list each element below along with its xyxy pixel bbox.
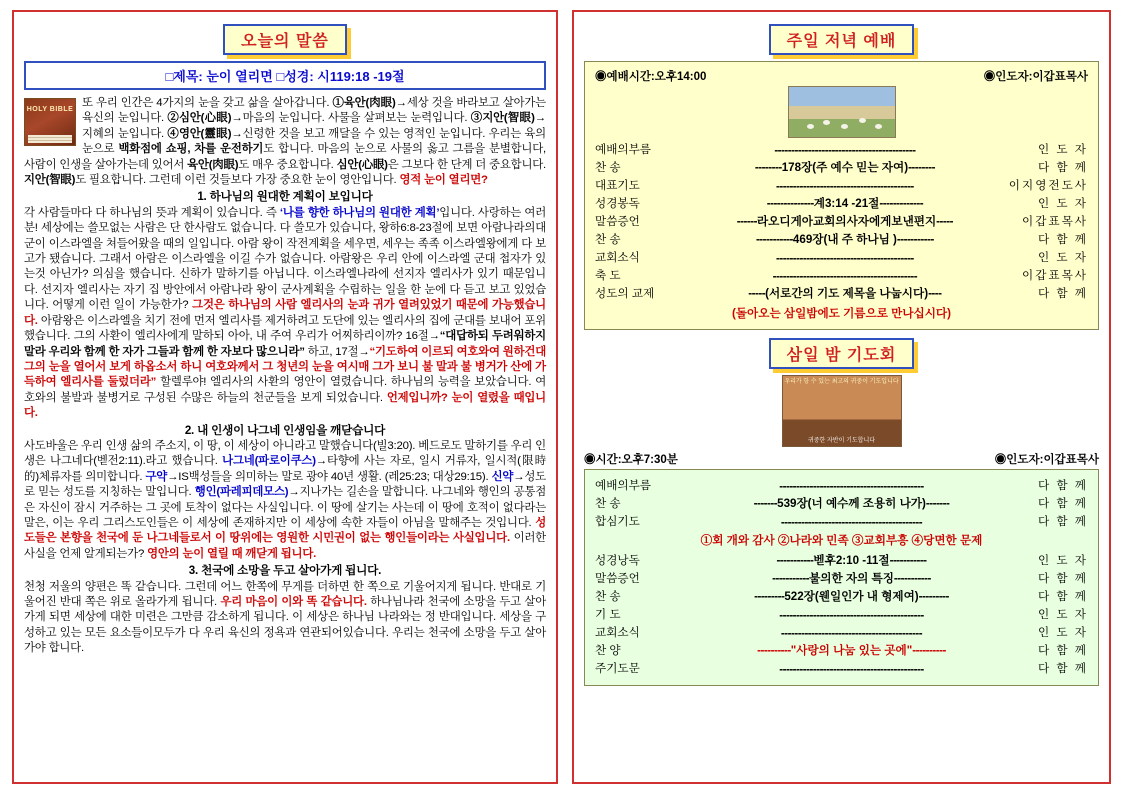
order-detail: ------------------------------------------- — [779, 480, 924, 493]
order-detail: ------------------------------------------- — [772, 270, 918, 283]
bible-pages-decor — [28, 135, 72, 143]
order-label: 찬 송 — [595, 590, 621, 603]
order-detail: --------------계3:14 -21절------------- — [766, 197, 924, 210]
order-person: 인 도 자 — [1037, 608, 1088, 621]
sermon-heading-2: 2. 내 인생이 나그네 인생임을 깨닫습니다 — [184, 423, 386, 437]
order-person: 인 도 자 — [1037, 143, 1088, 156]
wednesday-service-time: ◉시간:오후7:30분 — [584, 454, 678, 466]
order-detail: -----------불의한 자의 특징----------- — [772, 572, 931, 585]
order-detail: -----------469장(내 주 하나님 )----------- — [755, 233, 934, 246]
sunday-service-banner — [584, 24, 1099, 55]
order-label: 축 도 — [595, 269, 621, 282]
order-person: 다 함 께 — [1037, 515, 1088, 528]
order-label: 주기도문 — [595, 662, 640, 675]
table-row — [595, 512, 1088, 530]
order-label: 찬 송 — [595, 161, 621, 174]
order-label: 기 도 — [595, 608, 621, 621]
table-row — [595, 569, 1088, 587]
order-detail: ------------------------------------------- — [779, 609, 924, 622]
order-detail: ------라오디게아교회의사자에게보낸편지----- — [736, 215, 953, 228]
order-detail: ------------------------------------------ — [774, 144, 916, 157]
order-label: 찬 송 — [595, 497, 621, 510]
table-row — [595, 176, 1088, 194]
wednesday-service-meta — [584, 451, 1099, 467]
order-person: 다 함 께 — [1037, 233, 1088, 246]
table-row — [595, 284, 1088, 302]
order-detail: ----------"사랑의 나눔 있는 곳에"---------- — [757, 644, 946, 657]
right-panel-services — [572, 10, 1111, 784]
sunday-service-time: ◉예배시간:오후14:00 — [595, 71, 707, 83]
table-row — [595, 605, 1088, 623]
order-detail: ------------------------------------------ — [780, 516, 923, 529]
praying-hands-photo-caption-top: 우리가 항 수 있는 최고의 귀중이 기도입니다 — [784, 379, 899, 385]
wednesday-service-block — [584, 469, 1099, 686]
order-label: 말씀증언 — [595, 215, 640, 228]
order-person: 다 함 께 — [1037, 161, 1088, 174]
holy-bible-icon — [24, 98, 76, 146]
table-row — [595, 140, 1088, 158]
order-detail: -------539장(너 예수께 조용히 나가)------- — [753, 497, 950, 510]
sunday-order-table — [595, 140, 1088, 302]
table-row — [595, 248, 1088, 266]
order-detail: ----------------------------------------- — [776, 252, 914, 265]
sunday-service-meta — [595, 68, 1088, 84]
order-label: 교회소식 — [595, 251, 640, 264]
holy-bible-icon-label: HOLY BIBLE — [26, 106, 74, 113]
order-label: 교회소식 — [595, 626, 640, 639]
wednesday-service-title: 삼일 밤 기도회 — [769, 338, 915, 369]
sermon-paragraph-1: 또 우리 인간은 4가지의 눈을 갖고 삶을 살아갑니다. ①육안(肉眼)→세상 것을 바라보고 살아가는 육신의 눈입니다. ②심안(心眼)→마음의 눈입니다. 사물을 살펴보는 눈력입니다. ③지안(智眼)→지혜의 눈입니다. ④영안(靈眼)→신령한 것을 보고 깨달을 수 있는 영적인 눈입니다. 우리는 육의 눈으로 백화점에 쇼핑, 차를 운전하기도 합니다. 마음의 눈으로 사물의 옳고 그름을 분별합니다, 사람이 인생을 살아가는데 있어서 육안(肉眼)도 매우 중요합니다. 심안(心眼)은 그보다 한 단계 더 중요합니다. 지안(智眼)도 필요합니다. 그런데 이런 것들보다 가장 중요한 눈이 영안입니다. 영적 눈이 열리면? — [24, 97, 547, 187]
sermon-heading-3: 3. 천국에 소망을 두고 살아가게 됩니다. — [188, 564, 382, 578]
table-row — [595, 230, 1088, 248]
sermon-paragraph-4: 천청 저울의 양편은 똑 같습니다. 그런데 어느 한쪽에 무게를 더하면 한 쪽으로 기울어지게 됩니다. 반대로 기울어진 반대 쪽은 위로 올라가게 됩니다. 우리 마음이 이와 똑 같습니다. 하나님나라 천국에 소망을 두고 살아가게 되면 세상에 대한 미련은 그만큼 감소하게 됩니다. 이 세상은 하나님 나라와는 정 반대입니다. 세상을 구성하고 있는 모든 요소들이모두가 다 우리 육신의 정욕과 연관되어있습니다. 우리는 천국에 소망을 두고 살아가야 합니다. — [24, 580, 547, 655]
sermon-banner-title: 오늘의 말씀 — [223, 24, 347, 55]
order-detail: -----------벧후2:10 -11절----------- — [776, 554, 927, 567]
sermon-heading-1: 1. 하나님의 원대한 계획이 보입니다 — [197, 190, 373, 204]
sheep-decor — [807, 124, 814, 129]
order-person: 이지영전도사 — [1008, 179, 1088, 192]
sunday-service-block — [584, 61, 1099, 330]
order-person: 다 함 께 — [1037, 287, 1088, 300]
wednesday-order-table-top — [595, 476, 1088, 530]
order-label: 찬 양 — [595, 644, 621, 657]
table-row — [595, 476, 1088, 494]
order-detail: --------178장(주 예수 믿는 자여)-------- — [754, 161, 935, 174]
order-person: 인 도 자 — [1037, 197, 1088, 210]
order-label: 성경봉독 — [595, 197, 640, 210]
sermon-subject-box: □제목: 눈이 열리면 □성경: 시119:18 -19절 — [24, 61, 546, 90]
order-person: 다 함 께 — [1037, 590, 1088, 603]
order-label: 성도의 교제 — [595, 287, 655, 300]
sheep-decor — [823, 120, 830, 125]
table-row — [595, 659, 1088, 677]
order-label: 합심기도 — [595, 515, 640, 528]
order-person: 다 함 께 — [1037, 479, 1088, 492]
praying-hands-photo — [782, 375, 902, 447]
table-row — [595, 551, 1088, 569]
order-person: 인 도 자 — [1037, 626, 1088, 639]
wednesday-order-table-bottom — [595, 551, 1088, 677]
order-person: 인 도 자 — [1037, 251, 1088, 264]
order-person: 이갑표목사 — [1022, 269, 1088, 282]
order-label: 예배의부름 — [595, 143, 651, 156]
wednesday-service-leader: ◉인도자:이갑표목사 — [994, 454, 1099, 466]
order-detail: ---------522장(웬일인가 내 형제여)--------- — [754, 590, 949, 603]
order-person: 이갑표목사 — [1022, 215, 1088, 228]
order-detail: ------------------------------------------- — [779, 663, 924, 676]
sermon-body — [24, 96, 546, 657]
table-row — [595, 266, 1088, 284]
order-label: 대표기도 — [595, 179, 640, 192]
order-person: 다 함 께 — [1037, 662, 1088, 675]
table-row — [595, 158, 1088, 176]
left-panel-sermon — [12, 10, 558, 784]
order-detail: ------------------------------------------ — [780, 627, 923, 640]
sheep-decor — [841, 124, 848, 129]
sermon-paragraph-3: 사도바울은 우리 인생 삶의 주소지, 이 땅, 이 세상이 아니라고 말했습니다(빌3:20). 베드로도 말하기를 우리 인생은 나그네다(벧전2:11).라고 했습니다. 나그네(파로이쿠스)→타향에 사는 자로, 일시 거류자, 일시적(限時的)체류자를 의미합니다. 구약→IS백성들을 의미하는 말로 광야 40년 생활. (레25:23; 대상29:15). 신약→성도로 믿는 성도를 지칭하는 말입니다. 행인(파레피데모스)→지나가는 길손을 말합니다. 나그네와 행인의 공통점은 자신이 잠시 거주하는 그 곳에 토착이 없다는 사실입니다. 이 땅에 살기는 사는데 이 땅에 호적이 없다라는 말은, 이는 우리 그리스도인들은 이 세상에 존재하지만 이 세상에 속한 자들이 아님을 말해주는 것입니다. 성도들은 본향을 천국에 둔 나그네들로서 이 땅위에는 영원한 시민권이 없는 행인들이라는 사실입니다. 이러한 사실을 언제 알게되는가? 영안의 눈이 열릴 때 깨닫게 됩니다. — [24, 439, 546, 560]
order-person: 다 함 께 — [1037, 572, 1088, 585]
sunday-service-title: 주일 저녁 예배 — [769, 24, 915, 55]
sunday-service-note: (돌아오는 삼일밤에도 기름으로 만나십시다) — [732, 307, 951, 320]
sheep-decor — [859, 118, 866, 123]
praying-hands-photo-caption-bottom: 귀중한 자반이 기도합니다 — [807, 438, 876, 444]
order-person: 다 함 께 — [1037, 644, 1088, 657]
order-detail: ----------------------------------------- — [776, 180, 914, 193]
sheep-decor — [875, 124, 882, 129]
sermon-paragraph-2: 각 사람들마다 다 하나님의 뜻과 계획이 있습니다. 즉 ‘나를 향한 하나님의 원대한 계획’입니다. 사랑하는 여러분! 세상에는 쓸모없는 사람은 단 한사람도 없습니다. 다 쓸모가 있습니다, 왕하6:8-23절에 보면 아람나라의대군이 이스라엘을 쳐들어왔을 때의 일입니다. 아람 왕이 작전계획을 세우면, 세우는 족족 이스라엘왕에게 다 보고가 됐습니다. 그래서 아람은 이스라엘을 이길 수가 없습니다. 아람왕은 우리 안에 이스라엘 군대 첩자가 있는것 아닌가? 의심을 했습니다. 신하가 말하기를 아닙니다. 이스라엘나라에 선지자 엘리사가 있기 때문입니다. 선지자 엘리사는 자기 집 방안에서 아람나라 왕이 군사계획을 수립하는 일을 한 눈에 다 듣고 보고 있었습니다. 어떻게 이런 일이 가능한가? 그것은 하나님의 사람 엘리사의 눈과 귀가 열려있었기 때문에 가능했습니다. 아람왕은 이스라엘을 치기 전에 먼저 엘리사를 제거하려고 도단에 있는 엘리사의 집에 군대를 보내어 포위했습니다. 그의 사환이 엘리사에게 말하되 아아, 내 주여 우리가 어찌하리이까? 16절→“대답하되 두려워하지 말라 우리와 함께 한 자가 그들과 함께 한 자보다 많으니라” 하고, 17절→“기도하여 이르되 여호와여 원하건대 그의 눈을 열어서 보게 하옵소서 하니 여호와께서 그 청년의 눈을 여시매 그가 보니 불 말과 불 병거가 산에 가득하여 엘리사를 둘렀더라” 할렐루야! 엘리사의 사환의 영안이 열렸습니다. 하나님의 능력을 보았습니다. 여호와의 불발과 불병거로 구성된 수많은 하늘의 천군들을 보게 되었습니다. 언제입니까? 눈이 열렸을 때입니다. — [24, 206, 547, 420]
sunday-service-leader: ◉인도자:이갑표목사 — [983, 71, 1088, 83]
order-label: 예배의부름 — [595, 479, 651, 492]
table-row — [595, 494, 1088, 512]
table-row — [595, 623, 1088, 641]
order-label: 성경낭독 — [595, 554, 640, 567]
table-row — [595, 212, 1088, 230]
wednesday-service-banner — [584, 338, 1099, 369]
order-label: 말씀증언 — [595, 572, 640, 585]
sheep-pasture-photo — [788, 86, 896, 138]
table-row — [595, 587, 1088, 605]
order-person: 인 도 자 — [1037, 554, 1088, 567]
sermon-banner — [24, 24, 546, 55]
order-person: 다 함 께 — [1037, 497, 1088, 510]
table-row — [595, 641, 1088, 659]
prayer-topics: ①회 개와 감사 ②나라와 민족 ③교회부흥 ④당면한 문제 — [700, 534, 983, 547]
order-label: 찬 송 — [595, 233, 621, 246]
table-row — [595, 194, 1088, 212]
order-detail: -----(서로간의 기도 제목을 나눕시다)---- — [748, 287, 942, 300]
